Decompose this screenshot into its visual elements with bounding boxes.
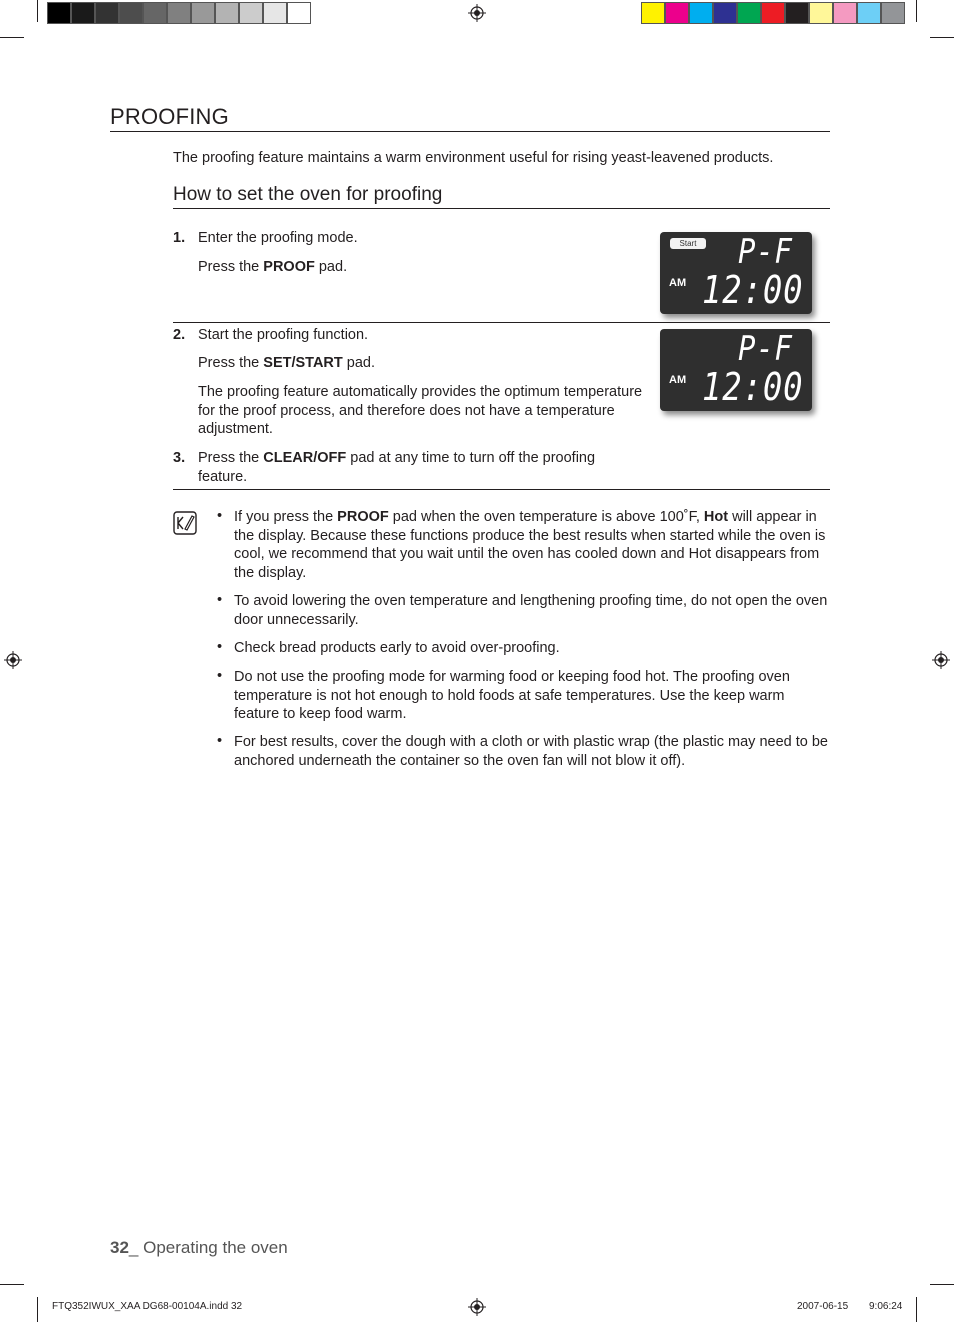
gray-swatch	[263, 2, 287, 24]
step-number-value: 3	[173, 450, 182, 466]
key-name: CLEAR/OFF	[263, 450, 347, 466]
crop-mark	[0, 1284, 24, 1285]
crop-mark	[916, 1297, 917, 1322]
am-indicator: AM	[669, 277, 687, 289]
steps-end-rule	[173, 489, 830, 490]
gray-swatch	[191, 2, 215, 24]
mode-readout: P-F	[738, 329, 793, 369]
instruction-text: Press the	[198, 450, 264, 466]
note-icon	[173, 511, 197, 535]
gray-swatch	[95, 2, 119, 24]
slug-filename: FTQ352IWUX_XAA DG68-00104A.indd 32	[52, 1301, 243, 1312]
title-rule	[110, 131, 830, 132]
am-indicator: AM	[669, 374, 687, 386]
step-number-value: 2	[173, 327, 182, 343]
step-title: Start the proofing function.	[198, 327, 369, 343]
bullet: •	[217, 668, 223, 684]
step-instruction	[198, 258, 347, 277]
color-swatch	[761, 2, 785, 24]
registration-mark-icon	[4, 651, 22, 669]
note-item: Do not use the proofing mode for warming food or keeping food hot. The proofing oven temperature is not hot enough to hold foods at safe temperatures. Use the keep warm feature to keep food warm.	[234, 669, 790, 722]
step-instruction	[198, 449, 628, 486]
gray-swatch	[119, 2, 143, 24]
step-number: 3.	[173, 450, 186, 466]
bullet: •	[217, 733, 223, 749]
bullet: •	[217, 639, 223, 655]
instruction-text: Press the	[198, 259, 264, 275]
gray-swatch	[47, 2, 71, 24]
step-number: 1.	[173, 230, 186, 246]
color-swatch	[809, 2, 833, 24]
crop-mark	[916, 0, 917, 22]
gray-swatch	[71, 2, 95, 24]
color-swatch	[857, 2, 881, 24]
slug-time: 9:06:24	[869, 1301, 903, 1312]
crop-mark	[930, 37, 954, 38]
step-title: Enter the proofing mode.	[198, 230, 358, 246]
note-item: For best results, cover the dough with a cloth or with plastic wrap (the plastic may need to be anchored underneath the container so the oven fan will not blow it off).	[234, 734, 828, 769]
bullet: •	[217, 508, 223, 524]
intro-text: The proofing feature maintains a warm environment useful for rising yeast-leavened products.	[173, 150, 774, 166]
page-number: 32	[110, 1238, 129, 1257]
registration-mark-icon	[468, 4, 486, 22]
crop-mark	[930, 1284, 954, 1285]
crop-mark	[37, 0, 38, 22]
time-readout: 12:00	[702, 365, 804, 409]
note-text: If you press the	[234, 509, 338, 525]
subtitle-rule	[173, 208, 830, 209]
footer-section-name: _ Operating the oven	[128, 1238, 288, 1257]
slug-date: 2007-06-15	[797, 1301, 849, 1312]
crop-mark	[0, 37, 24, 38]
color-swatch	[785, 2, 809, 24]
mode-readout: P-F	[738, 232, 793, 272]
step-number-value: 1	[173, 230, 182, 246]
step-divider	[173, 322, 830, 323]
gray-swatch	[167, 2, 191, 24]
note-item: To avoid lowering the oven temperature and lengthening proofing time, do not open the oven door unnecessarily.	[234, 593, 828, 628]
instruction-text: Press the	[198, 355, 264, 371]
crop-mark	[37, 1297, 38, 1322]
color-swatch	[641, 2, 665, 24]
color-swatch	[737, 2, 761, 24]
key-name: SET/START	[263, 355, 343, 371]
step-number: 2.	[173, 327, 186, 343]
time-readout: 12:00	[702, 268, 804, 312]
oven-display	[660, 232, 812, 314]
color-swatch	[833, 2, 857, 24]
note-text: pad when the oven temperature is above 100˚F,	[388, 509, 704, 525]
step-instruction	[198, 354, 375, 373]
color-swatch	[665, 2, 689, 24]
subsection-title: How to set the oven for proofing	[173, 184, 443, 205]
instruction-text: pad at any time to turn off the proofing feature.	[198, 450, 596, 485]
section-title: PROOFING	[110, 104, 229, 129]
page-footer	[110, 1238, 288, 1258]
color-swatch	[713, 2, 737, 24]
registration-mark-icon	[468, 1298, 486, 1316]
note-item	[234, 508, 830, 582]
gray-swatch	[287, 2, 311, 24]
start-indicator: Start	[670, 238, 706, 249]
bullet: •	[217, 592, 223, 608]
color-swatch	[689, 2, 713, 24]
key-name: PROOF	[337, 509, 389, 525]
step-detail: The proofing feature automatically provides the optimum temperature for the proof process, and therefore does not have a temperature adjustment.	[198, 384, 643, 437]
note-item: Check bread products early to avoid over-proofing.	[234, 640, 560, 656]
registration-mark-icon	[932, 651, 950, 669]
instruction-text: pad.	[314, 259, 348, 275]
instruction-text: pad.	[342, 355, 376, 371]
display-word: Hot	[703, 509, 729, 525]
gray-swatch	[239, 2, 263, 24]
key-name: PROOF	[263, 259, 315, 275]
color-swatch	[881, 2, 905, 24]
oven-display	[660, 329, 812, 411]
gray-swatch	[215, 2, 239, 24]
note-text: will appear in the display. Because these functions produce the best results when started while the oven is cool, we recommend that you wait until the oven has cooled down and Hot disappears from the display.	[234, 509, 826, 581]
gray-swatch	[143, 2, 167, 24]
